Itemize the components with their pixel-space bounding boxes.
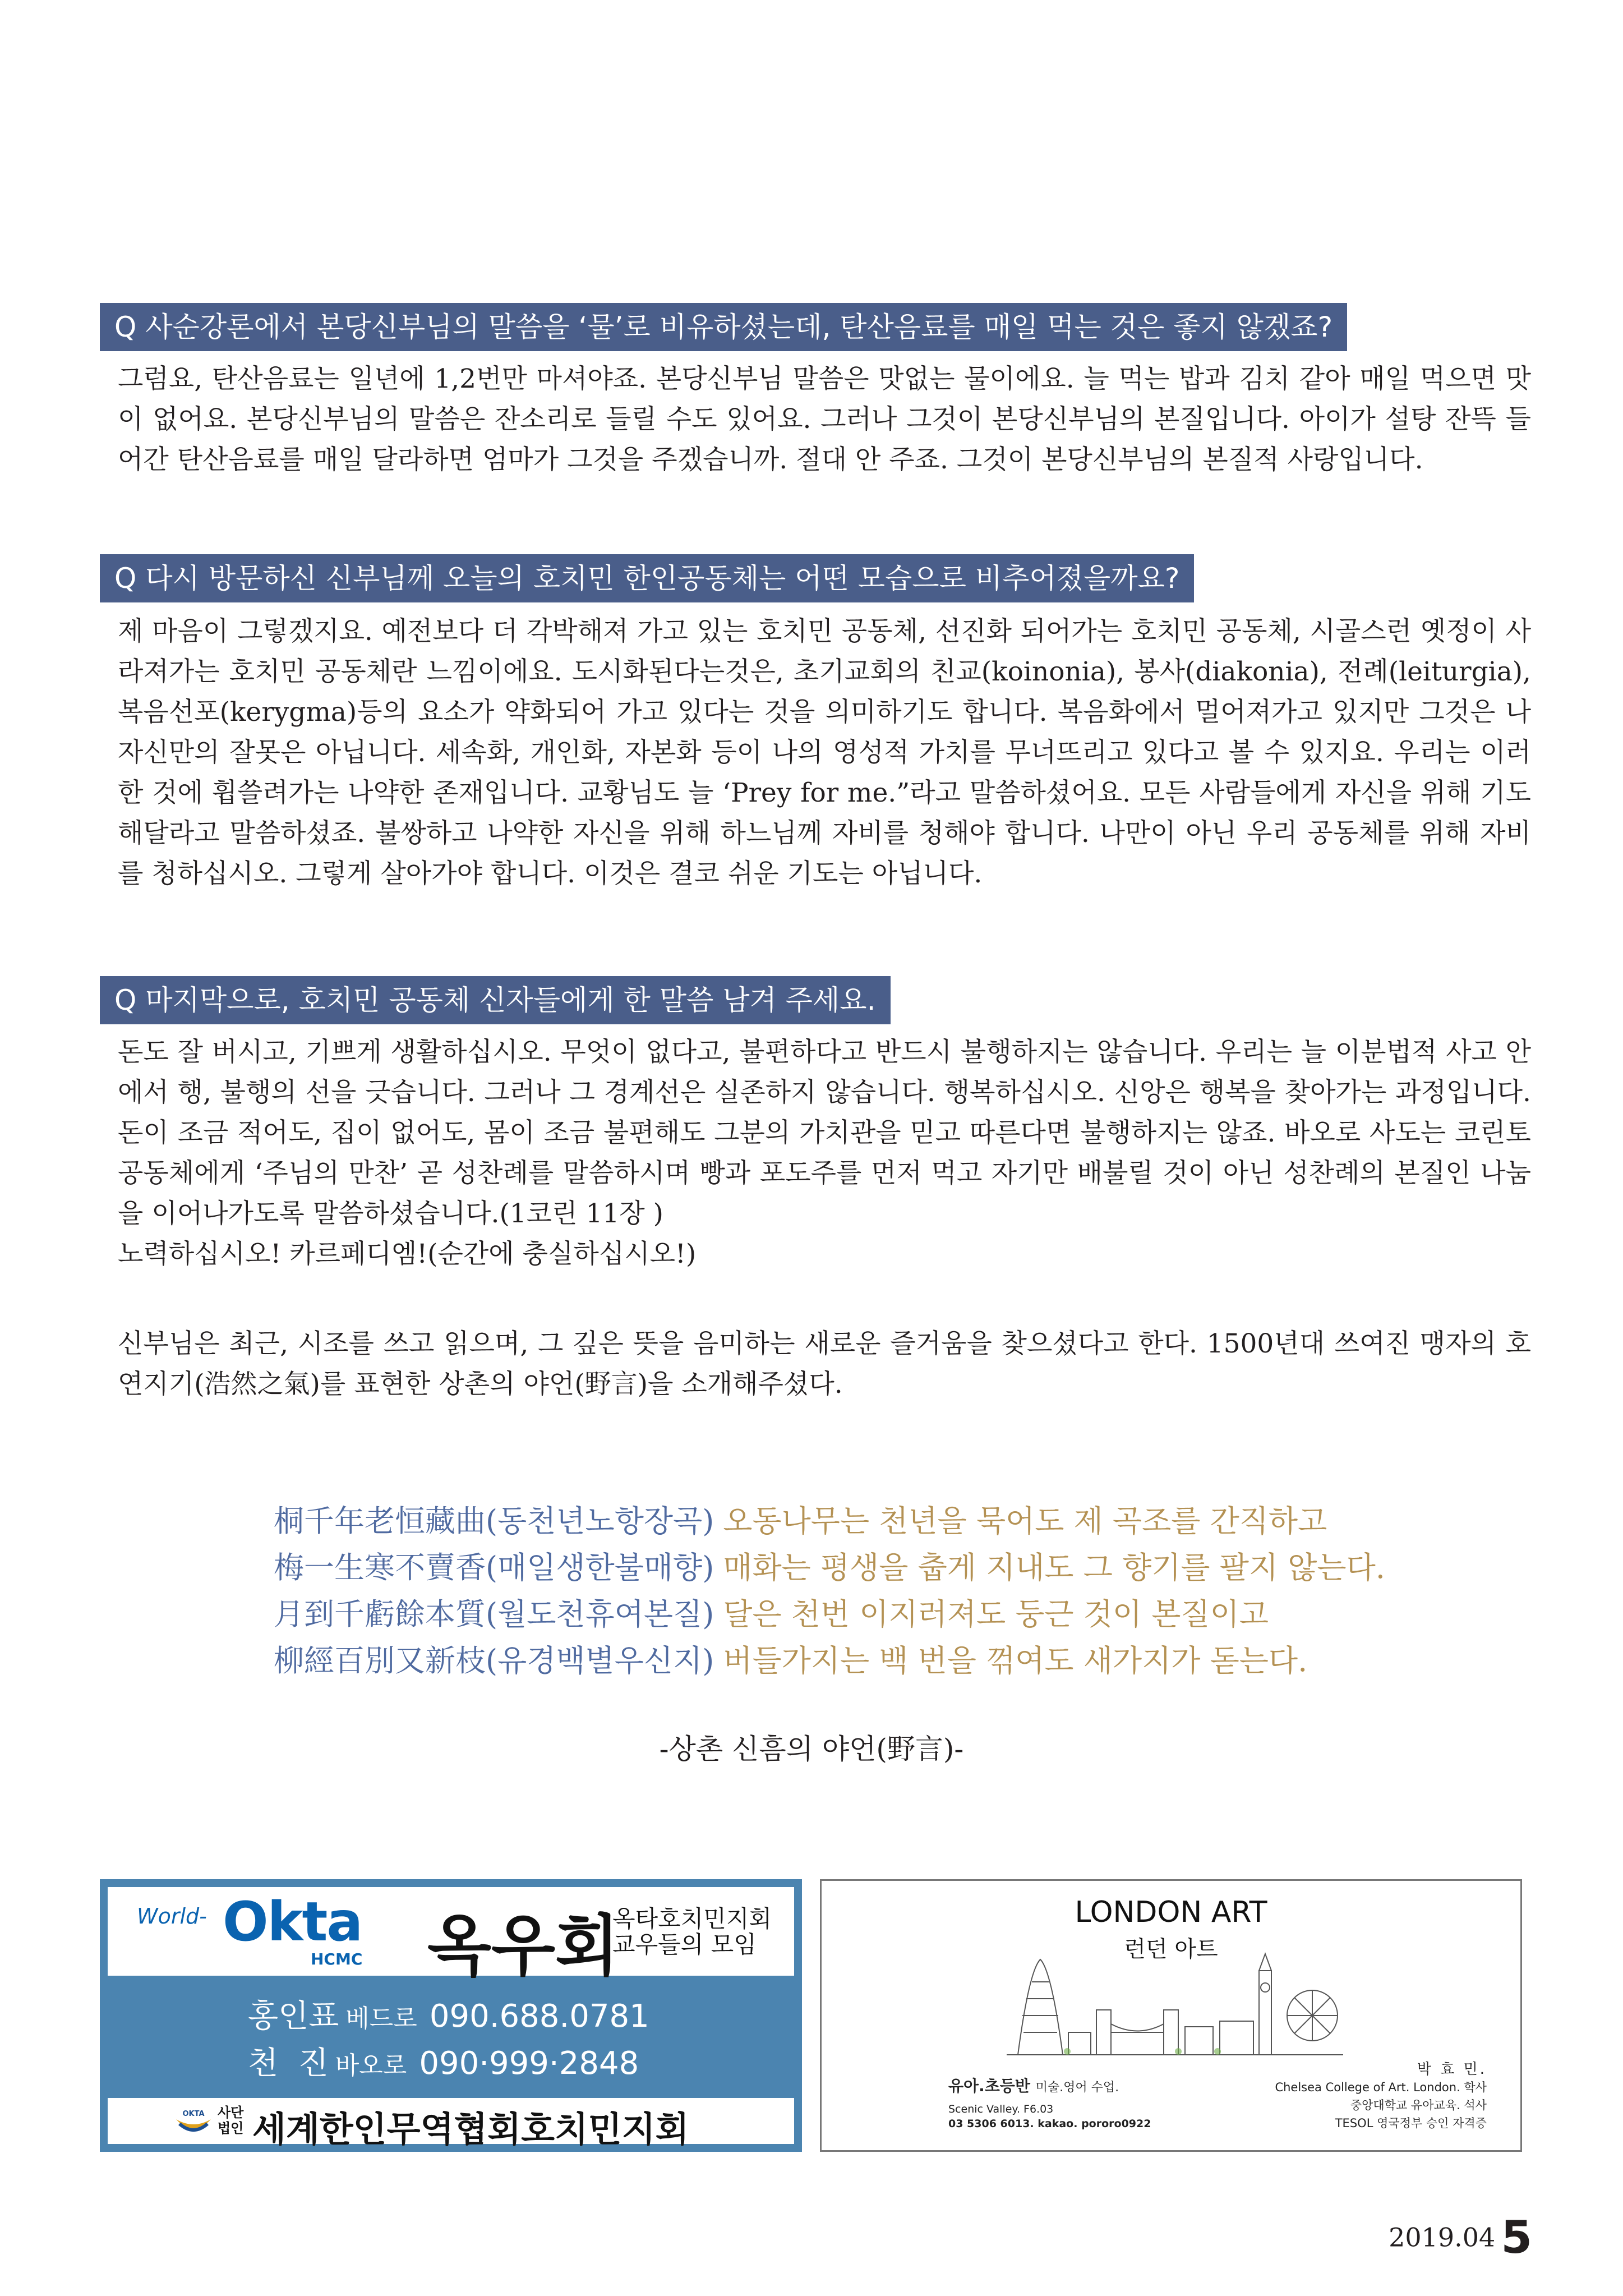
- poem-line-korean: 달은 천번 이지러져도 둥근 것이 본질이고: [723, 1596, 1269, 1632]
- okwoo-title: 옥우회: [427, 1907, 619, 1985]
- poem-intro-paragraph: 신부님은 최근, 시조를 쓰고 읽으며, 그 깊은 뜻을 음미하는 새로운 즐거움을 찾으셨다고 한다. 1500년대 쓰여진 맹자의 호연지기(浩然之氣)를 표현한 상촌의 야언(野言)을 소개해주셨다.: [118, 1328, 1531, 1400]
- answer-paragraph-1: 그럼요, 탄산음료는 일년에 1,2번만 마셔야죠. 본당신부님 말씀은 맛없는 물이에요. 늘 먹는 밥과 김치 같아 매일 먹으면 맛이 없어요. 본당신부님의 말씀은 잔소리로 들릴 수도 있어요. 그러나 그것이 본당신부님의 본질입니다. 아이가 설탕 잔뜩 들어간 탄산음료를 매일 달라하면 엄마가 그것을 주겠습니까. 절대 안 주죠. 그것이 본당신부님의 본질적 사랑입니다.: [118, 364, 1531, 475]
- instructor-credential: Chelsea College of Art. London. 학사: [1275, 2081, 1487, 2094]
- poem: [274, 1498, 1385, 1684]
- poem-source: -상촌 신흠의 야언(野言)-: [659, 1733, 964, 1765]
- instructor-name: 박 효 민.: [1417, 2061, 1487, 2078]
- okta-association-banner: [108, 2098, 794, 2150]
- poem-line-korean: 버들가지는 백 번을 꺾여도 새가지가 돋는다.: [723, 1643, 1308, 1678]
- association-prefix-line: 법인: [218, 2120, 244, 2136]
- london-art-advertisement: [820, 1879, 1522, 2152]
- poem-line-hanja: 月到千虧餘本質(월도천휴여본질): [274, 1596, 714, 1632]
- instructor-credential: 중앙대학교 유아교육. 석사: [1350, 2099, 1487, 2112]
- question-bar-3: Q 마지막으로, 호치민 공동체 신자들에게 한 말씀 남겨 주세요.: [100, 976, 891, 1024]
- london-art-subtitle: 런던 아트: [1124, 1936, 1218, 1962]
- question-bar-2: Q 다시 방문하신 신부님께 오늘의 호치민 한인공동체는 어떤 모습으로 비추어졌을까요?: [100, 554, 1194, 602]
- poem-line: [274, 1591, 1385, 1637]
- association-name: 세계한인무역협회호치민지회: [252, 2109, 689, 2150]
- okta-logo: Okta: [223, 1890, 362, 1953]
- contact-row: [248, 2039, 639, 2083]
- issue-date: 2019.04: [1389, 2222, 1496, 2253]
- poem-line-korean: 매화는 평생을 춥게 지내도 그 향기를 팔지 않는다.: [723, 1550, 1385, 1585]
- okta-world-text: World-: [137, 1904, 207, 1929]
- question-bar-1: Q 사순강론에서 본당신부님의 말씀을 ‘물’로 비유하셨는데, 탄산음료를 매일 먹는 것은 좋지 않겠죠?: [100, 303, 1347, 351]
- poem-line-hanja: 梅一生寒不賣香(매일생한불매향): [274, 1550, 714, 1585]
- poem-line-korean: 오동나무는 천년을 묵어도 제 곡조를 간직하고: [723, 1503, 1327, 1539]
- poem-line: [274, 1498, 1385, 1544]
- instructor-credential: TESOL 영국정부 승인 자격증: [1335, 2116, 1487, 2130]
- class-level: 유아.초등반: [948, 2077, 1030, 2095]
- page-footer: [1389, 2211, 1532, 2263]
- okta-emblem-text: OKTA: [182, 2110, 205, 2118]
- okwoo-subtitle-line: 옥타호치민지회: [612, 1905, 772, 1932]
- page-number: 5: [1501, 2211, 1532, 2263]
- answer-paragraph-2: 제 마음이 그렇겠지요. 예전보다 더 각박해져 가고 있는 호치민 공동체, 선진화 되어가는 호치민 공동체, 시골스런 옛정이 사라져가는 호치민 공동체란 느낌이에요. 도시화된다는것은, 초기교회의 친교(koinonia), 봉사(diakonia), 전례(leiturgia), 복음선포(kerygma)등의 요소가 약화되어 가고 있다는 것을 의미하기도 합니다. 복음화에서 멀어져가고 있지만 그것은 나 자신만의 잘못은 아닙니다. 세속화, 개인화, 자본화 등이 나의 영성적 가치를 무너뜨리고 있다고 볼 수 있지요. 우리는 이러한 것에 휩쓸려가는 나약한 존재입니다. 교황님도 늘 ‘Prey for me.”라고 말씀하셨어요. 모든 사람들에게 자신을 위해 기도해달라고 말씀하셨죠. 불쌍하고 나약한 자신을 위해 하느님께 자비를 청해야 합니다. 나만이 아닌 우리 공동체를 위해 자비를 청하십시오. 그렇게 살아가야 합니다. 이것은 결코 쉬운 기도는 아닙니다.: [118, 616, 1531, 889]
- contact-baptismal-name: 베드로: [345, 2004, 417, 2033]
- okta-hcmc-text: HCMC: [311, 1950, 363, 1968]
- class-contact: 03 5306 6013. kakao. pororo0922: [948, 2118, 1151, 2130]
- contact-phone: 090·999·2848: [419, 2045, 639, 2082]
- answer-paragraph-3: 돈도 잘 버시고, 기쁘게 생활하십시오. 무엇이 없다고, 불편하다고 반드시 불행하지는 않습니다. 우리는 늘 이분법적 사고 안에서 행, 불행의 선을 긋습니다. 그러나 그 경계선은 실존하지 않습니다. 행복하십시오. 신앙은 행복을 찾아가는 과정입니다. 돈이 조금 적어도, 집이 없어도, 몸이 조금 불편해도 그분의 가치관을 믿고 따른다면 불행하지는 않죠. 바오로 사도는 코린토 공동체에게 ‘주님의 만찬’ 곧 성찬례를 말씀하시며 빵과 포도주를 먼저 먹고 자기만 배불릴 것이 아닌 성찬례의 본질인 나눔을 이어나가도록 말씀하셨습니다.(1코린 11장 ): [118, 1037, 1531, 1229]
- london-art-instructor-info: [1275, 2060, 1487, 2132]
- class-subjects: 미술.영어 수업.: [1035, 2081, 1119, 2095]
- class-address: Scenic Valley. F6.03: [948, 2103, 1054, 2115]
- okta-advertisement: [100, 1879, 802, 2152]
- london-art-title: LONDON ART: [1075, 1895, 1267, 1929]
- contact-baptismal-name: 바오로: [335, 2051, 407, 2080]
- contact-phone: 090.688.0781: [429, 1998, 649, 2035]
- london-skyline-illustration: [1007, 1948, 1343, 2060]
- london-art-class-info: [948, 2074, 1151, 2130]
- okta-emblem-icon: [174, 2107, 213, 2136]
- okwoo-subtitle: [612, 1906, 772, 1958]
- poem-line: [274, 1637, 1385, 1684]
- class-info-line: [948, 2074, 1151, 2096]
- contact-name: 천 진: [248, 2045, 329, 2082]
- poem-line: [274, 1544, 1385, 1591]
- poem-line-hanja: 桐千年老恒藏曲(동천년노항장곡): [274, 1503, 714, 1539]
- okta-header: [108, 1887, 794, 1985]
- association-prefix-line: 사단: [218, 2105, 244, 2120]
- okwoo-subtitle-line: 교우들의 모임: [612, 1931, 757, 1958]
- poem-line-hanja: 柳經百別又新枝(유경백별우신지): [274, 1643, 714, 1678]
- association-prefix: [218, 2105, 243, 2136]
- contact-name: 홍인표: [248, 1998, 339, 2035]
- answer-closing-line: 노력하십시오! 카르페디엠!(순간에 충실하십시오!): [118, 1239, 697, 1269]
- contact-row: [248, 1991, 649, 2036]
